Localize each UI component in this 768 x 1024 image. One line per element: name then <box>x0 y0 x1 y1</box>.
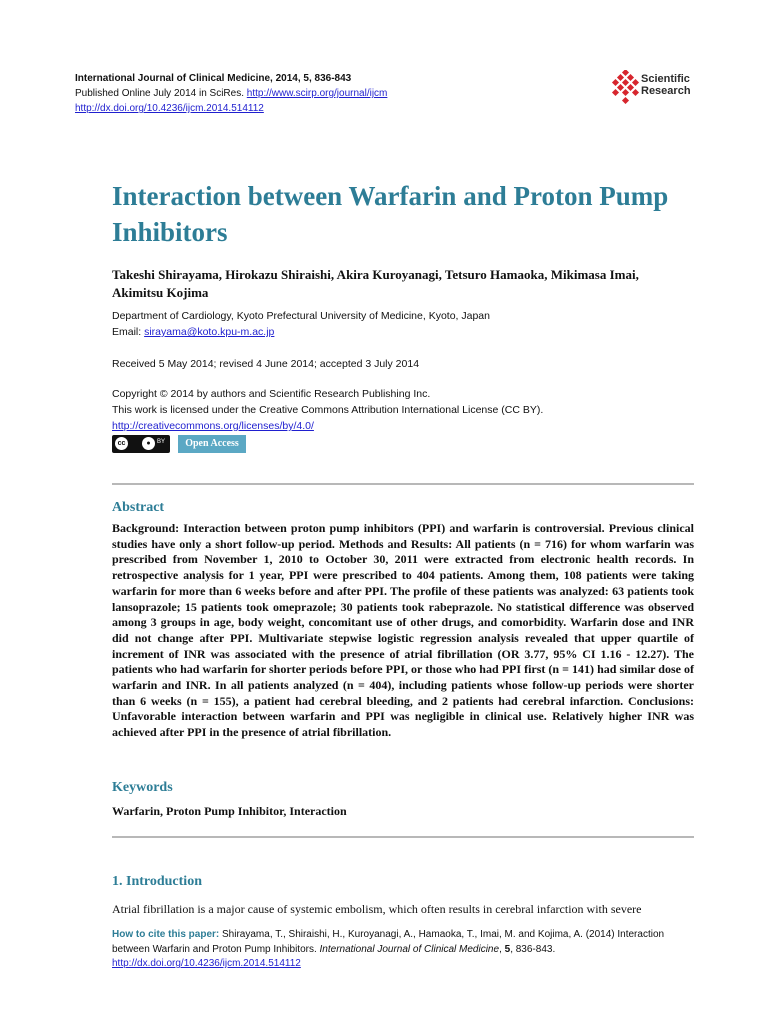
paper-title: Interaction between Warfarin and Proton Pump Inhibitors <box>112 181 669 247</box>
cite-label: How to cite this paper: <box>112 929 223 940</box>
introduction-heading: 1. Introduction <box>112 874 202 889</box>
copyright-line: Copyright © 2014 by authors and Scientific Research Publishing Inc. <box>112 388 431 400</box>
doi-line <box>75 101 264 116</box>
open-access-badge[interactable]: Open Access <box>178 435 246 453</box>
logo-mark-icon <box>611 70 641 104</box>
logo-line-2: Research <box>641 85 691 97</box>
license-url-line <box>112 418 314 434</box>
published-text: Published Online July 2014 in SciRes. <box>75 88 247 99</box>
cc-icon: cc <box>115 437 128 450</box>
scientific-research-logo <box>611 70 711 104</box>
how-to-cite <box>112 928 702 972</box>
journal-url-link[interactable]: http://www.scirp.org/journal/ijcm <box>246 88 388 99</box>
received-dates: Received 5 May 2014; revised 4 June 2014; accepted 3 July 2014 <box>112 358 420 370</box>
attribution-person-icon: ● <box>142 437 155 450</box>
cite-journal: International Journal of Clinical Medicine <box>319 943 500 955</box>
abstract-heading: Abstract <box>112 500 165 515</box>
abstract-body: Background: Interaction between proton pump inhibitors (PPI) and warfarin is controversial. Previous clinical studies have only a short follow-up period. Methods and Results: All patients (n = 716) for whom warfarin was prescribed from November 1, 2010 to October 30, 2011 were extracted from electronic health records. In retrospective analysis for 1 year, PPI were prescribed to 404 patients. Among them, 108 patients were taking warfarin for more than 6 weeks before and after PPI. The profile of these patients was analyzed: 63 patients took lansoprazole; 15 patients took omeprazole; 30 patients took rabeprazole. No statistical difference was observed among 3 groups in age, body weight, concomitant use of other drugs, and comorbidity. Warfarin dose and INR did not change after PPI. Multivariate stepwise logistic regression analysis revealed that upper quartile of increment of INR was associated with the presence of atrial fibrillation (OR 3.77, 95% CI 1.16 - 12.27). The patients who had warfarin for shorter periods before PPI, or those who had PPI first (n = 141) had similar dose of warfarin and INR. In all patients analyzed (n = 404), including patients whose follow-up periods were shorter than 6 weeks (n = 155), a patient had cerebral bleeding, and 2 patients had cerebral infarction. Conclusions: Unfavorable interaction between warfarin and PPI was negligible in clinical use. Relatively higher INR was achieved after PPI in the presence of atrial fibrillation. <box>112 521 694 740</box>
cite-volume: 5 <box>504 943 511 955</box>
email-label: Email: <box>112 326 145 338</box>
logo-wordmark <box>641 73 691 97</box>
email-link[interactable]: sirayama@koto.kpu-m.ac.jp <box>144 326 275 338</box>
doi-link[interactable]: http://dx.doi.org/10.4236/ijcm.2014.514112 <box>75 103 264 114</box>
license-line: This work is licensed under the Creative Commons Attribution International License (CC BY). <box>112 404 544 416</box>
affiliation: Department of Cardiology, Kyoto Prefectural University of Medicine, Kyoto, Japan <box>112 310 490 322</box>
cc-by-badge[interactable] <box>112 435 170 453</box>
keywords-heading: Keywords <box>112 780 173 795</box>
author-list: Takeshi Shirayama, Hirokazu Shiraishi, Akira Kuroyanagi, Tetsuro Hamaoka, Mikimasa Imai, Akimitsu Kojima <box>112 267 639 300</box>
cite-separator: , <box>499 943 505 955</box>
logo-line-1: Scientific <box>641 73 690 85</box>
by-label: BY <box>157 439 166 445</box>
email-line <box>112 324 274 340</box>
section-divider <box>112 483 694 485</box>
cite-doi-link[interactable]: http://dx.doi.org/10.4236/ijcm.2014.514112 <box>112 958 301 969</box>
cite-pages: , 836-843. <box>510 943 556 955</box>
introduction-first-line: Atrial fibrillation is a major cause of systemic embolism, which often results in cerebral infarction with severe <box>112 902 642 916</box>
license-url-link[interactable]: http://creativecommons.org/licenses/by/4.0/ <box>112 420 314 432</box>
keywords-list: Warfarin, Proton Pump Inhibitor, Interaction <box>112 804 347 818</box>
publication-line <box>75 86 387 101</box>
cite-authors-title: Shirayama, T., Shiraishi, H., Kuroyanagi, A., Hamaoka, T., Imai, M. and Kojima, A. (2014) Interaction between Warfarin and Proton Pump Inhibitors. <box>112 929 665 955</box>
journal-citation-header: International Journal of Clinical Medicine, 2014, 5, 836-843 <box>75 73 352 84</box>
section-divider <box>112 836 694 838</box>
